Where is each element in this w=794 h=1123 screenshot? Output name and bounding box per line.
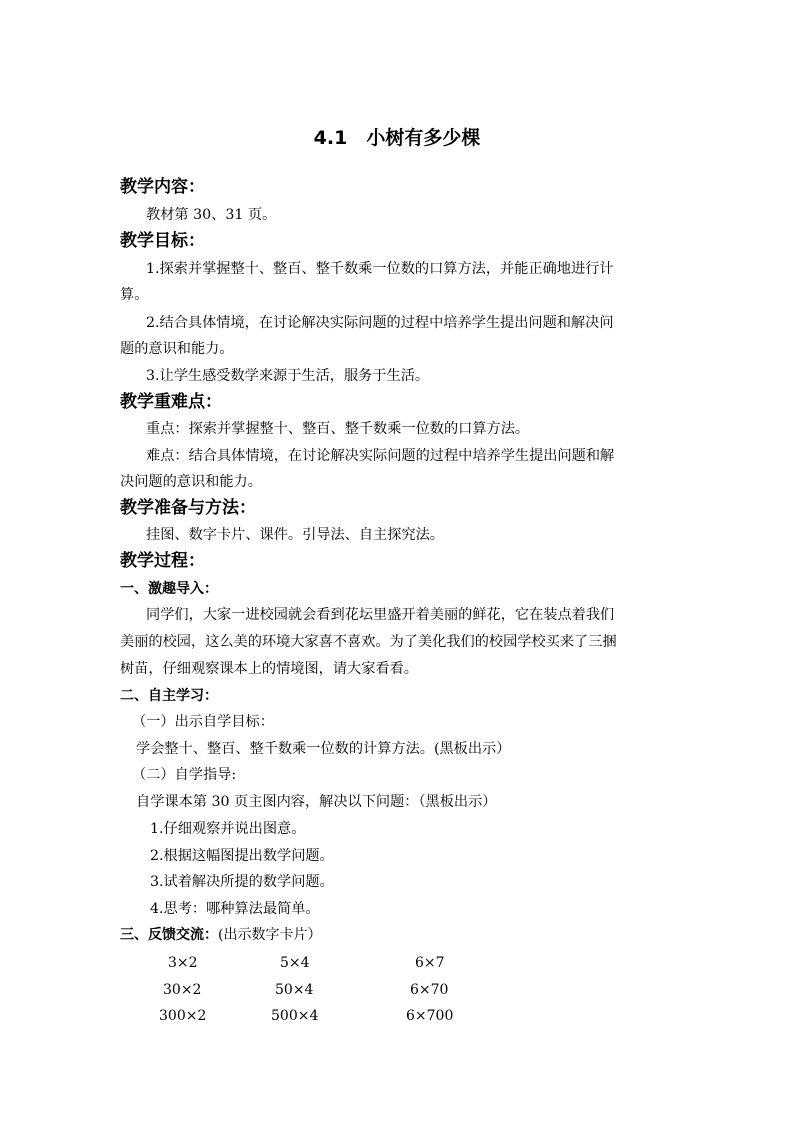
heading-content: 教学内容：	[120, 177, 205, 197]
list-item: 4.思考：哪种算法最简单。	[150, 901, 320, 917]
heading-goals: 教学目标：	[120, 231, 205, 251]
heading-process: 教学过程：	[120, 551, 205, 571]
goal-2-line-2: 题的意识和能力。	[120, 341, 234, 357]
list-item: 2.根据这幅图提出数学问题。	[150, 848, 334, 864]
goal-3: 3.让学生感受数学来源于生活，服务于生活。	[146, 368, 430, 384]
card-cell: 500×4	[271, 1008, 319, 1024]
part-2-sub-1: （一）出示自学目标：	[132, 714, 274, 730]
goal-1-line-2: 算。	[120, 287, 149, 303]
heading-part-2: 二、自主学习：	[120, 688, 218, 704]
part-3-heading-text: 三、反馈交流：	[120, 927, 218, 943]
part-1-line-3: 树苗，仔细观察课本上的情境图，请大家看看。	[120, 661, 418, 677]
part-2-sub-2-text: 自学课本第 30 页主图内容，解决以下问题：（黑板出示）	[136, 794, 497, 810]
part-2-sub-1-text: 学会整十、整百、整千数乘一位数的计算方法。(黑板出示）	[136, 741, 511, 757]
goal-1-line-1: 1.探索并掌握整十、整百、整千数乘一位数的口算方法，并能正确地进行计	[146, 261, 614, 277]
card-cell: 3×2	[168, 955, 198, 971]
heading-prep: 教学准备与方法：	[120, 498, 256, 518]
card-cell: 30×2	[163, 982, 202, 998]
card-cell: 50×4	[275, 982, 314, 998]
goal-2-line-1: 2.结合具体情境，在讨论解决实际问题的过程中培养学生提出问题和解决问	[146, 315, 614, 331]
card-cell: 6×700	[406, 1008, 454, 1024]
card-cell: 300×2	[159, 1008, 207, 1024]
heading-part-3	[120, 925, 321, 945]
part-3-heading-note: (出示数字卡片）	[218, 927, 322, 943]
difficult-point-line-2: 决问题的意识和能力。	[120, 474, 262, 490]
key-point: 重点：探索并掌握整十、整百、整千数乘一位数的口算方法。	[146, 421, 530, 437]
part-2-sub-2: （二）自学指导:	[132, 767, 237, 783]
content-text: 教材第 30、31 页。	[146, 207, 277, 223]
part-1-line-1: 同学们，大家一进校园就会看到花坛里盛开着美丽的鲜花，它在装点着我们	[146, 607, 615, 623]
page-title: 4.1 小树有多少棵	[313, 127, 481, 149]
card-cell: 5×4	[280, 955, 310, 971]
heading-part-1: 一、激趣导入：	[120, 581, 218, 597]
list-item: 1.仔细观察并说出图意。	[150, 821, 306, 837]
part-1-line-2: 美丽的校园，这么美的环境大家喜不喜欢。为了美化我们的校园学校买来了三捆	[120, 634, 617, 650]
difficult-point-line-1: 难点：结合具体情境，在讨论解决实际问题的过程中培养学生提出问题和解	[146, 448, 615, 464]
list-item: 3.试着解决所提的数学问题。	[150, 874, 334, 890]
heading-key-points: 教学重难点：	[120, 392, 222, 412]
card-cell: 6×70	[410, 982, 449, 998]
card-cell: 6×7	[415, 955, 445, 971]
prep-text: 挂图、数字卡片、课件。引导法、自主探究法。	[146, 527, 444, 543]
